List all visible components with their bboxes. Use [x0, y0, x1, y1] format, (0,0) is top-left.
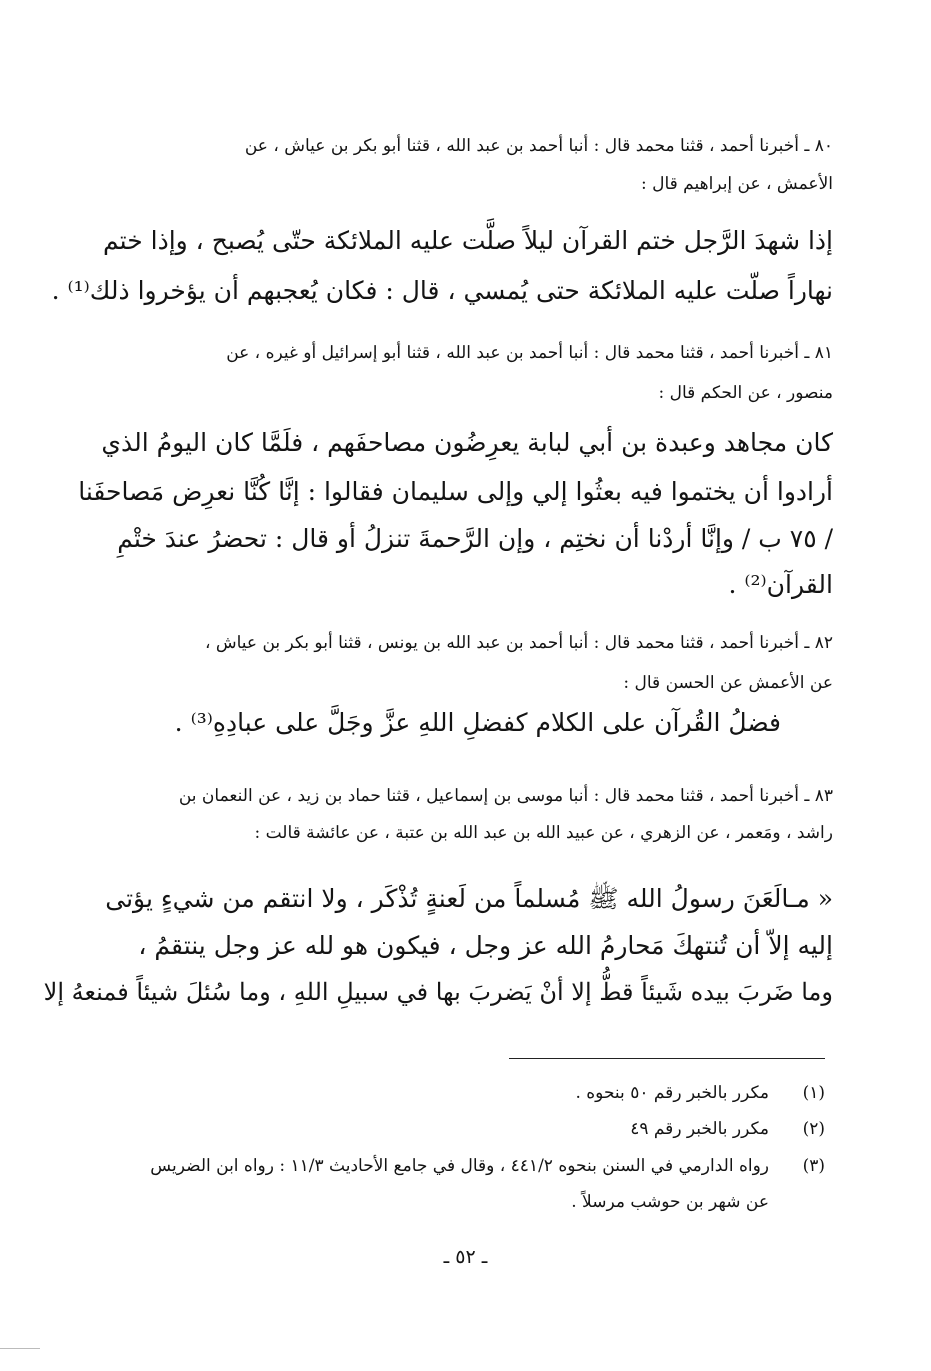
hadith-80-isnad-line-2: الأعمش ، عن إبراهيم قال :: [640, 174, 833, 194]
hadith-83-matn-line-3: وما ضَربَ بيده شَيئاً قطُّ إلا أنْ يَضربَ بها في سبيلِ اللهِ ، وما سُئلَ شيئاً فمنعهُ إلا: [43, 978, 833, 1006]
hadith-82-isnad-line-2: عن الأعمش عن الحسن قال :: [623, 673, 833, 693]
hadith-80-matn-line-1: إذا شهدَ الرَّجل ختم القرآن ليلاً صلَّت عليه الملائكة حتّى يُصبح ، وإذا ختم: [103, 226, 833, 255]
footnote-2-text: مكرر بالخبر رقم ٤٩: [630, 1119, 769, 1139]
hadith-80-matn-line-2: نهاراً صلّت عليه الملائكة حتى يُمسي ، قال : فكان يُعجبهم أن يؤخروا ذلك⁽¹⁾ .: [51, 276, 833, 305]
hadith-81-matn-line-2: أرادوا أن يختموا فيه بعثُوا إلي وإلى سليمان فقالوا : إنَّا كُنَّا نعرِض مَصاحفَنا: [78, 477, 833, 506]
hadith-81-matn-line-1: كان مجاهد وعبدة بن أبي لبابة يعرِضُون مصاحفَهم ، فلَمَّا كان اليومُ الذي: [101, 428, 833, 457]
hadith-81-matn-line-4: القرآن⁽²⁾ .: [728, 570, 833, 599]
footnote-3-text-line-2: عن شهر بن حوشب مرسلاً .: [571, 1192, 769, 1212]
hadith-83-isnad-line-1: ٨٣ ـ أخبرنا أحمد ، قثنا محمد قال : أنبا موسى بن إسماعيل ، قثنا حماد بن زيد ، عن النعمان بن: [178, 786, 833, 806]
hadith-80-isnad-line-1: ٨٠ ـ أخبرنا أحمد ، قثنا محمد قال : أنبا أحمد بن عبد الله ، قثنا أبو بكر بن عياش ، عن: [244, 136, 833, 156]
hadith-83-matn-line-2: إليه إلاّ أن تُنتهكَ مَحارمُ الله عز وجل ، فيكون هو لله عز وجل ينتقمُ ،: [138, 931, 833, 960]
footnote-3-text-line-1: رواه الدارمي في السنن بنحوه ٤٤١/٢ ، وقال في جامع الأحاديث ١١/٣ : رواه ابن الضريس: [150, 1156, 769, 1176]
footnote-1-text: مكرر بالخبر رقم ٥٠ بنحوه .: [575, 1083, 769, 1103]
hadith-83-matn-line-1: « مـالَعَنَ رسولُ الله ﷺ مُسلماً من لَعنةٍ تُذْكَر ، ولا انتقم من شيءٍ يؤتى: [105, 884, 833, 913]
scan-edge-mark: [0, 1348, 40, 1349]
footnote-3-marker: (٣): [802, 1156, 825, 1176]
footnote-1-marker: (١): [802, 1083, 825, 1103]
hadith-81-isnad-line-2: منصور ، عن الحكم قال :: [658, 383, 833, 403]
hadith-83-isnad-line-2: راشد ، ومَعمر ، عن الزهري ، عن عبيد الله بن عبد الله بن عتبة ، عن عائشة قالت :: [254, 823, 833, 843]
hadith-81-matn-line-3: / ٧٥ ب / وإنَّا أردْنا أن نختِم ، وإن الرَّحمةَ تنزلُ أو قال : تحضرُ عندَ ختْمِ: [117, 524, 833, 553]
footnote-separator: [509, 1058, 825, 1059]
page-number: ـ ٥٢ ـ: [443, 1246, 488, 1268]
hadith-82-isnad-line-1: ٨٢ ـ أخبرنا أحمد ، قثنا محمد قال : أنبا أحمد بن عبد الله بن يونس ، قثنا أبو بكر بن عياش ،: [204, 633, 833, 653]
footnote-2-marker: (٢): [802, 1119, 825, 1139]
hadith-81-isnad-line-1: ٨١ ـ أخبرنا أحمد ، قثنا محمد قال : أنبا أحمد بن عبد الله ، قثنا أبو إسرائيل أو غيره ، عن: [226, 343, 833, 363]
hadith-82-matn-line-1: فضلُ القُرآن على الكلام كفضلِ اللهِ عزَّ وجَلَّ على عبادِهِ⁽³⁾ .: [174, 708, 781, 737]
